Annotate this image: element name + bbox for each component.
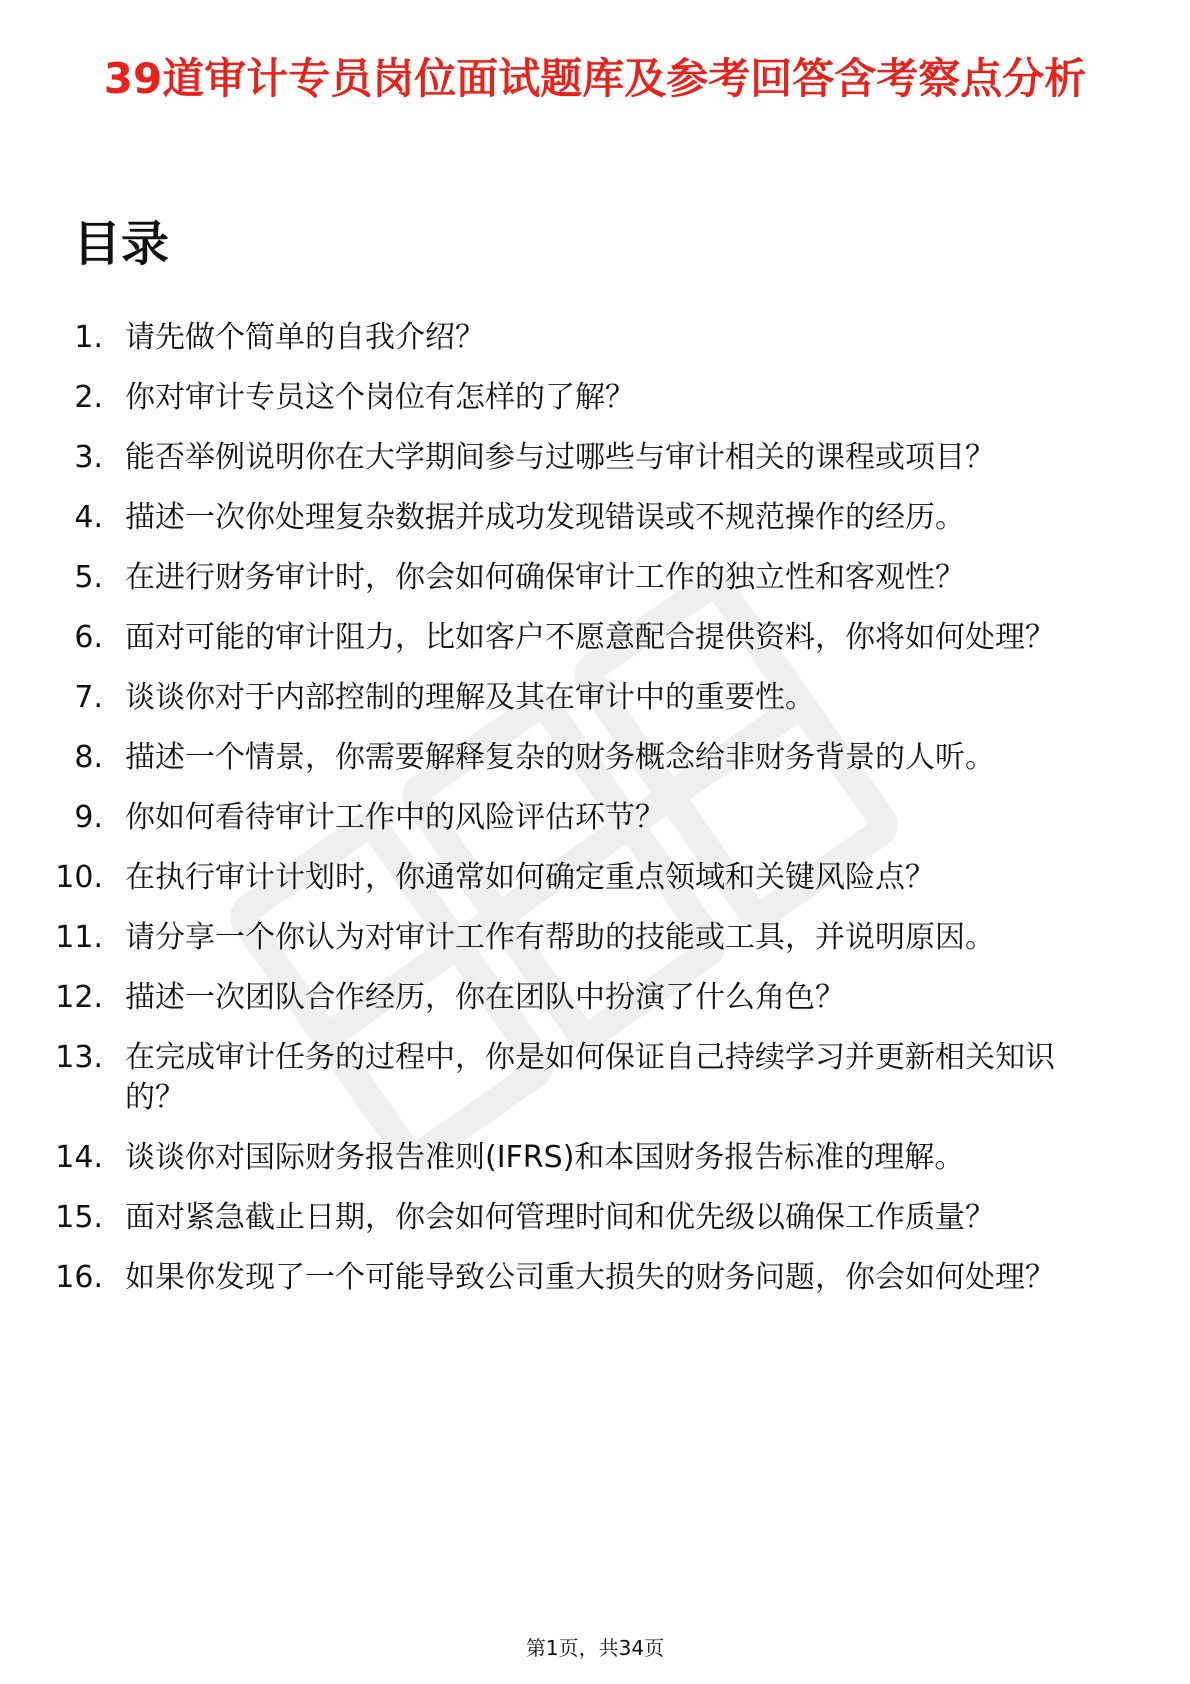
toc-item-text: 在完成审计任务的过程中，你是如何保证自己持续学习并更新相关知识的？ <box>125 1040 1055 1115</box>
toc-item <box>0 978 1190 1018</box>
toc-item-text: 你如何看待审计工作中的风险评估环节？ <box>125 800 665 835</box>
toc-item-number: 3. <box>74 440 103 475</box>
toc-item-number: 9. <box>74 800 103 835</box>
toc-item-text: 如果你发现了一个可能导致公司重大损失的财务问题，你会如何处理？ <box>125 1260 1055 1295</box>
toc-item <box>0 738 1190 778</box>
toc-item-text: 描述一个情景，你需要解释复杂的财务概念给非财务背景的人听。 <box>125 740 995 775</box>
toc-item-text: 描述一次你处理复杂数据并成功发现错误或不规范操作的经历。 <box>125 500 965 535</box>
toc-item <box>0 798 1190 838</box>
toc-item-number: 15. <box>55 1200 103 1235</box>
toc-item-number: 12. <box>55 980 103 1015</box>
toc-item-text: 请分享一个你认为对审计工作有帮助的技能或工具，并说明原因。 <box>125 920 995 955</box>
document-title: 39道审计专员岗位面试题库及参考回答含考察点分析 <box>103 54 1087 103</box>
toc-item <box>0 678 1190 718</box>
toc-item <box>0 1258 1190 1298</box>
toc-item-number: 11. <box>55 920 103 955</box>
toc-item-text: 你对审计专员这个岗位有怎样的了解？ <box>125 380 635 415</box>
toc-item-number: 14. <box>55 1140 103 1175</box>
toc-list <box>0 318 1190 1318</box>
toc-item <box>0 1038 1190 1118</box>
toc-item-number: 5. <box>74 560 103 595</box>
page-footer: 第1页，共34页 <box>525 1636 665 1660</box>
toc-item-text: 谈谈你对于内部控制的理解及其在审计中的重要性。 <box>125 680 815 715</box>
toc-item-number: 10. <box>55 860 103 895</box>
toc-item <box>0 618 1190 658</box>
toc-item-number: 8. <box>74 740 103 775</box>
toc-item-text: 谈谈你对国际财务报告准则(IFRS)和本国财务报告标准的理解。 <box>125 1140 965 1175</box>
toc-item <box>0 318 1190 358</box>
toc-item <box>0 858 1190 898</box>
toc-item-text: 面对可能的审计阻力，比如客户不愿意配合提供资料，你将如何处理？ <box>125 620 1055 655</box>
toc-item-text: 能否举例说明你在大学期间参与过哪些与审计相关的课程或项目？ <box>125 440 995 475</box>
toc-item-number: 4. <box>74 500 103 535</box>
toc-item-number: 2. <box>74 380 103 415</box>
toc-item <box>0 1198 1190 1238</box>
toc-item-text: 请先做个简单的自我介绍？ <box>125 320 485 355</box>
toc-item-text: 描述一次团队合作经历，你在团队中扮演了什么角色？ <box>125 980 845 1015</box>
toc-item-number: 6. <box>74 620 103 655</box>
toc-item-number: 7. <box>74 680 103 715</box>
toc-item <box>0 378 1190 418</box>
toc-item <box>0 438 1190 478</box>
toc-item <box>0 1138 1190 1178</box>
toc-heading: 目录 <box>73 216 170 272</box>
toc-item-text: 在执行审计计划时，你通常如何确定重点领域和关键风险点？ <box>125 860 935 895</box>
toc-item-number: 13. <box>55 1040 103 1075</box>
toc-item <box>0 498 1190 538</box>
toc-item-number: 16. <box>55 1260 103 1295</box>
toc-item <box>0 558 1190 598</box>
toc-item-text: 在进行财务审计时，你会如何确保审计工作的独立性和客观性？ <box>125 560 965 595</box>
toc-item-text: 面对紧急截止日期，你会如何管理时间和优先级以确保工作质量？ <box>125 1200 995 1235</box>
toc-item-number: 1. <box>74 320 103 355</box>
toc-item <box>0 918 1190 958</box>
